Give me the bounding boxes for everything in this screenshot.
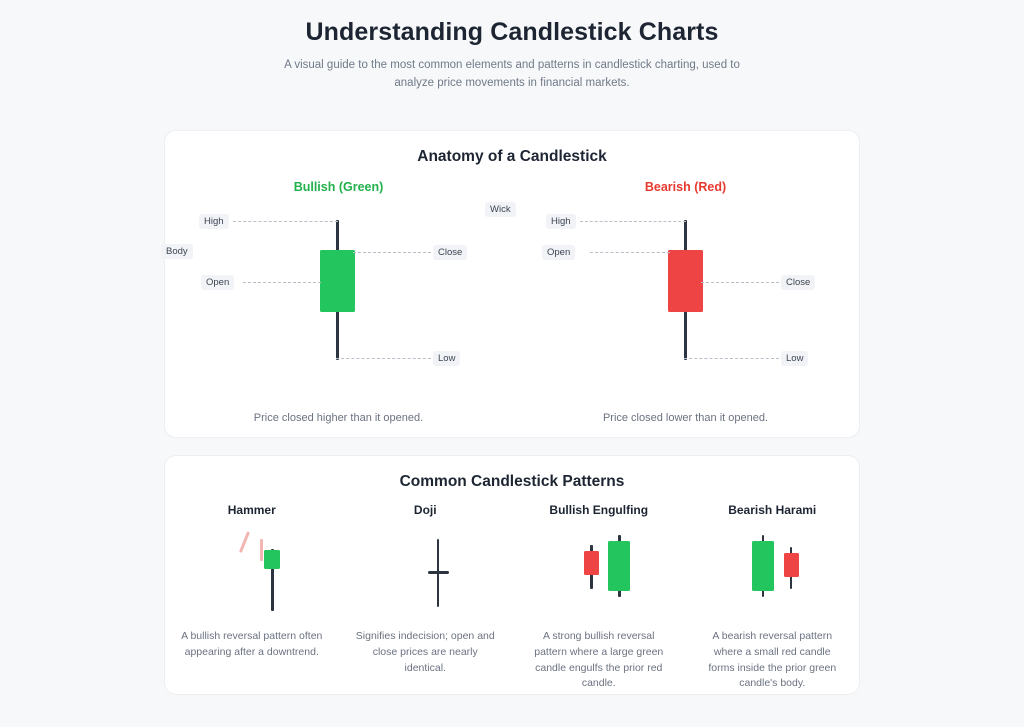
label-low: Low (781, 351, 808, 366)
low-guide-line (336, 358, 431, 359)
label-low: Low (433, 351, 460, 366)
pattern-description: Signifies indecision; open and close prices are nearly identical. (355, 630, 495, 674)
bearish-diagram-canvas (512, 212, 859, 402)
label-wick: Wick (485, 202, 516, 217)
page-header (0, 0, 1024, 93)
bearish-caption: Price closed lower than it opened. (602, 412, 769, 424)
harami-green-body (752, 541, 774, 591)
anatomy-row (165, 180, 859, 430)
patterns-row (165, 503, 859, 693)
bullish-candle-diagram (165, 180, 512, 430)
pattern-bearish-harami (686, 503, 860, 693)
pattern-title: Hammer (227, 503, 276, 517)
page-subtitle: A visual guide to the most common elements and patterns in candlestick charting, used to analyze price movements in financial markets. (284, 59, 740, 89)
bullish-heading: Bullish (Green) (293, 180, 384, 194)
pattern-bullish-engulfing (512, 503, 686, 693)
doji-body (428, 571, 449, 574)
pattern-description: A bearish reversal pattern where a small red candle forms inside the prior green candle's body. (708, 630, 837, 690)
label-open: Open (201, 275, 234, 290)
bearish-heading: Bearish (Red) (644, 180, 727, 194)
low-guide-line (684, 358, 779, 359)
bullish-caption: Price closed higher than it opened. (253, 412, 424, 424)
open-guide-line (243, 282, 321, 283)
harami-red-body (784, 553, 799, 577)
bullish-engulfing-canvas (526, 525, 672, 617)
engulfing-red-body (584, 551, 599, 575)
patterns-card (164, 455, 860, 695)
hammer-canvas (179, 525, 325, 617)
high-guide-line (580, 221, 686, 222)
anatomy-card (164, 130, 860, 438)
bearish-candle-diagram (512, 180, 859, 430)
pattern-title: Doji (413, 503, 437, 517)
downtrend-ghost-candle-1 (239, 531, 250, 552)
high-guide-line (233, 221, 338, 222)
anatomy-card-title: Anatomy of a Candlestick (417, 148, 607, 165)
pattern-hammer (165, 503, 339, 693)
engulfing-green-body (608, 541, 630, 591)
bearish-harami-canvas (700, 525, 846, 617)
bearish-body (668, 250, 703, 312)
label-close: Close (433, 245, 467, 260)
open-guide-line (590, 252, 670, 253)
close-guide-line (353, 252, 431, 253)
patterns-card-title: Common Candlestick Patterns (399, 473, 625, 490)
pattern-description: A bullish reversal pattern often appearing after a downtrend. (181, 630, 323, 658)
bullish-diagram-canvas (165, 204, 512, 402)
pattern-title: Bullish Engulfing (549, 503, 649, 517)
bullish-body (320, 250, 355, 312)
pattern-doji (339, 503, 513, 693)
hammer-body (264, 550, 280, 569)
label-high: High (199, 214, 229, 229)
label-close: Close (781, 275, 815, 290)
label-body: Body (161, 244, 193, 259)
downtrend-ghost-candle-2 (260, 539, 263, 561)
page-title: Understanding Candlestick Charts (305, 18, 719, 46)
close-guide-line (701, 282, 779, 283)
pattern-title: Bearish Harami (728, 503, 817, 517)
doji-canvas (353, 525, 499, 617)
label-high: High (546, 214, 576, 229)
pattern-description: A strong bullish reversal pattern where a large green candle engulfs the prior red candle. (534, 630, 664, 690)
label-open: Open (542, 245, 575, 260)
